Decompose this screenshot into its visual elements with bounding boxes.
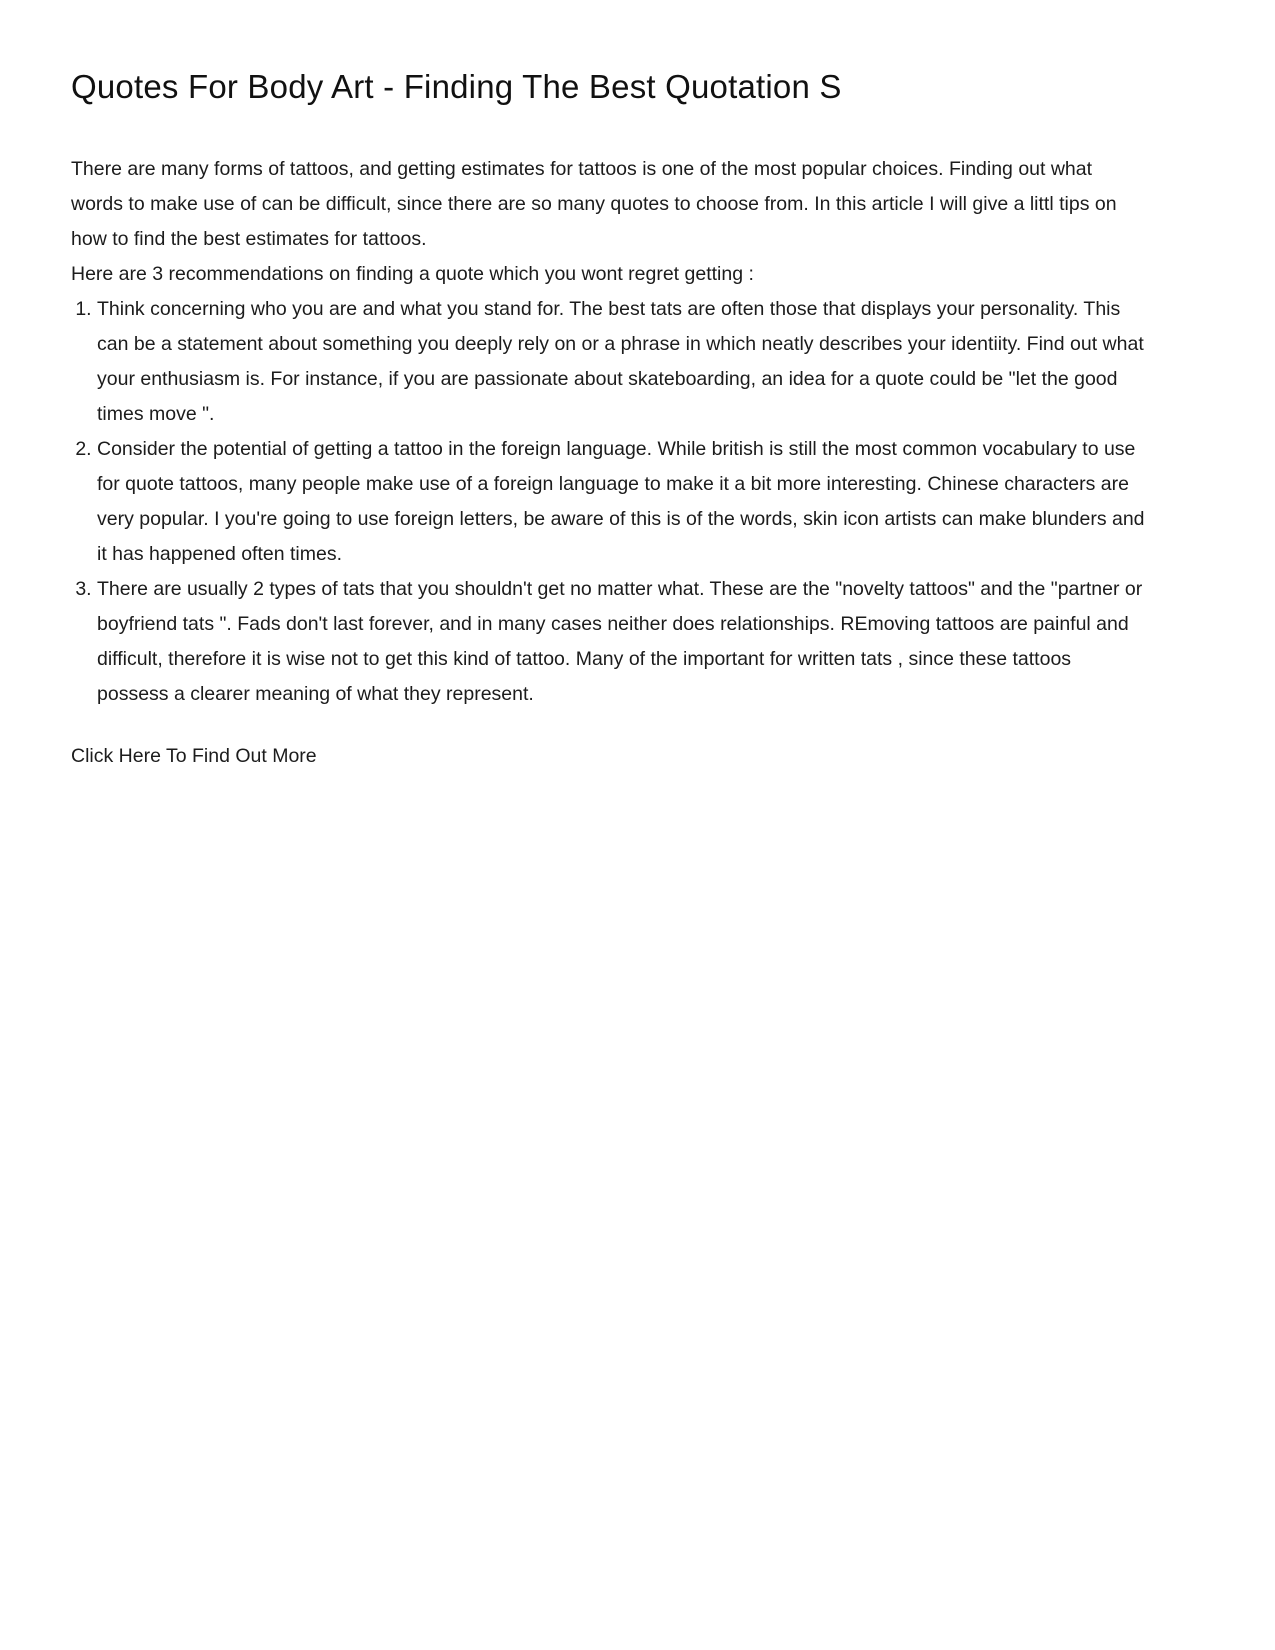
list-item: 1. Think concerning who you are and what you stand for. The best tats are often those that displays your personality. This can be a statement about something you deeply rely on or a phrase in which neatly describes your identiity. Find out what your enthusiasm is. For instance, if you are passionate about skateboarding, an idea for a quote could be "let the good times move ". <box>97 292 1145 432</box>
article-body <box>71 152 1145 774</box>
recommendations-list <box>71 292 1145 712</box>
find-out-more-link[interactable]: Click Here To Find Out More <box>71 745 317 767</box>
list-item: 2. Consider the potential of getting a tattoo in the foreign language. While british is still the most common vocabulary to use for quote tattoos, many people make use of a foreign language to make it a bit more interesting. Chinese characters are very popular. I you're going to use foreign letters, be aware of this is of the words, skin icon artists can make blunders and it has happened often times. <box>97 432 1145 572</box>
page-title: Quotes For Body Art - Finding The Best Quotation S <box>71 68 842 105</box>
list-item: 3. There are usually 2 types of tats that you shouldn't get no matter what. These are the "novelty tattoos" and the "partner or boyfriend tats ". Fads don't last forever, and in many cases neither does relationships. REmoving tattoos are painful and difficult, therefore it is wise not to get this kind of tattoo. Many of the important for written tats , since these tattoos possess a clearer meaning of what they represent. <box>97 572 1145 712</box>
intro-paragraph: There are many forms of tattoos, and getting estimates for tattoos is one of the most popular choices. Finding out what words to make use of can be difficult, since there are so many quotes to choose from. In this article I will give a littl tips on how to find the best estimates for tattoos. <box>71 158 1117 250</box>
lead-in-line: Here are 3 recommendations on finding a quote which you wont regret getting : <box>71 263 754 285</box>
